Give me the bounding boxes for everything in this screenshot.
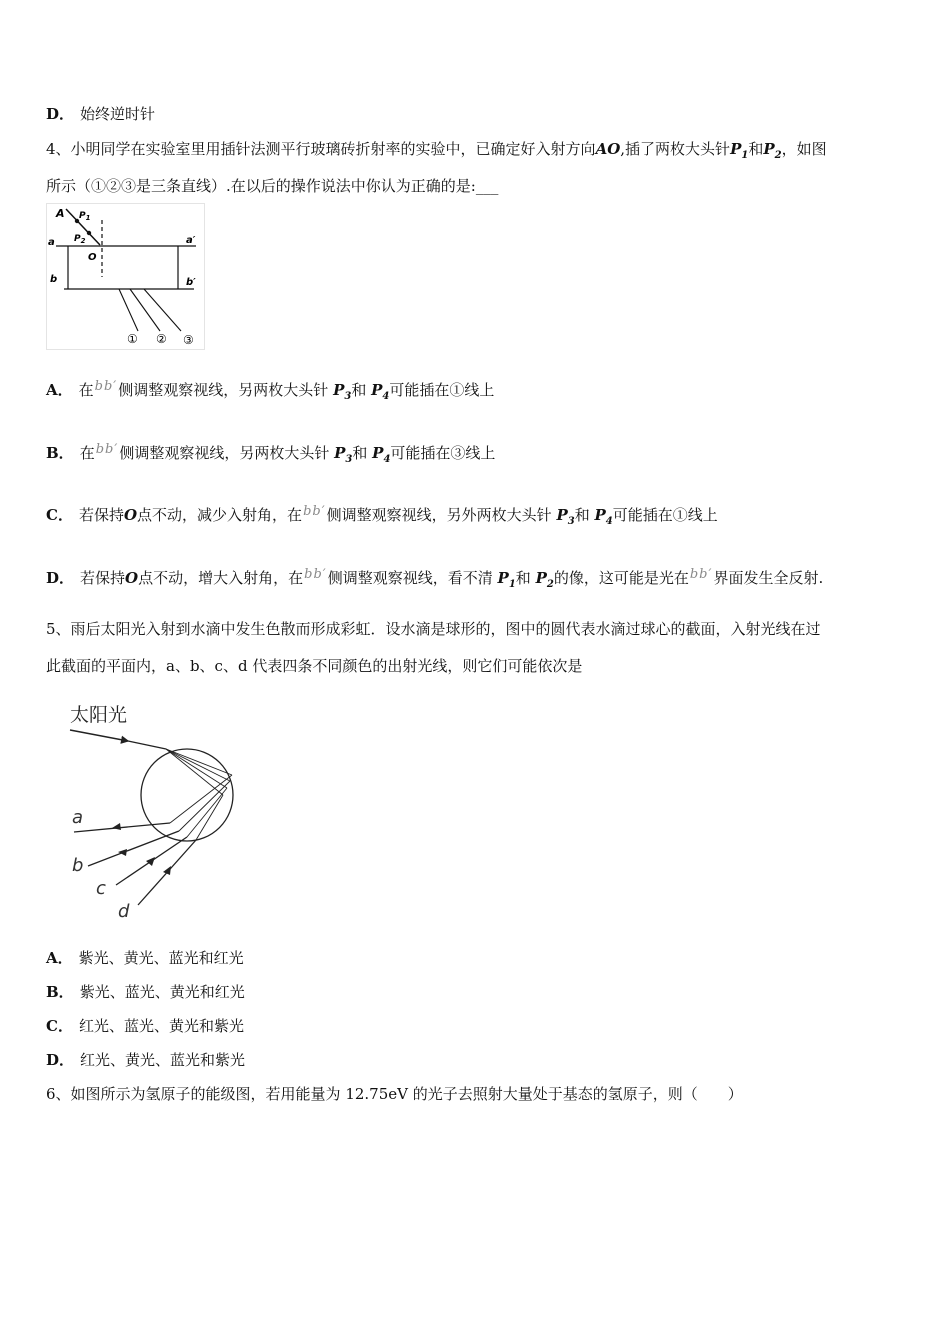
q4-text: 4、小明同学在实验室里用插针法测平行玻璃砖折射率的实验中，已确定好入射方向 — [46, 140, 596, 158]
var-p1: $P_1$ — [730, 140, 749, 161]
q4-text: 所示（①②③是三条直线）.在以后的操作说法中你认为正确的是:___ — [46, 177, 499, 195]
reflected-ray-3 — [187, 788, 227, 837]
arrow-b — [118, 849, 127, 856]
option-label: C． — [46, 1017, 73, 1035]
option-label: B． — [46, 983, 74, 1001]
label-a: a — [48, 237, 55, 248]
option-text: 紫光、黄光、蓝光和红光 — [78, 949, 244, 967]
label-ray-a: a — [72, 807, 84, 828]
label-o: O — [88, 252, 97, 263]
q5-text: 此截面的平面内，a、b、c、d 代表四条不同颜色的出射光线，则它们可能依次是 — [46, 657, 583, 675]
q5-option-a — [46, 947, 244, 968]
bb-prime-symbol: bb′ — [689, 567, 713, 582]
q5-option-d — [46, 1049, 245, 1070]
arrow-d — [163, 866, 171, 875]
var-p2: $P_2$ — [763, 140, 782, 161]
sunlight-label: 太阳光 — [70, 704, 128, 726]
internal-ray-2 — [166, 749, 230, 781]
label-ray-d: d — [118, 901, 130, 922]
q5-stem-line2 — [46, 655, 582, 676]
option-label: D． — [46, 569, 75, 587]
line-3 — [144, 289, 181, 331]
label-line-1: ① — [127, 332, 138, 346]
label-ray-c: c — [96, 878, 106, 899]
q5-stem-line1 — [46, 618, 821, 639]
line-2 — [130, 289, 160, 331]
q4-option-b: B． 在bb′侧调整观察视线，另两枚大头针 $P_3$和 $P_4$可能插在③线上 — [46, 442, 496, 465]
glass-slab-figure — [46, 203, 206, 355]
internal-ray-1 — [166, 749, 232, 775]
label-p2: $P_2$ — [74, 234, 86, 245]
option-label: A． — [46, 949, 73, 967]
figure-border — [47, 204, 205, 350]
reflected-ray-4 — [196, 795, 223, 840]
option-text: 紫光、蓝光、黄光和红光 — [79, 983, 245, 1001]
q4-text: 和 — [748, 140, 764, 158]
q4-option-c: C． 若保持O点不动，减少入射角，在bb′侧调整观察视线，另外两枚大头针 $P_3$和 $P_4$可能插在①线上 — [46, 504, 718, 527]
bb-prime-symbol: bb′ — [94, 379, 118, 394]
label-line-2: ② — [156, 332, 167, 346]
exit-ray-a — [74, 823, 170, 832]
bb-prime-symbol: bb′ — [95, 442, 119, 457]
incident-light-2 — [128, 741, 166, 749]
raindrop-figure — [62, 695, 262, 929]
option-text: 始终逆时针 — [80, 105, 156, 123]
pin-p2 — [87, 231, 91, 235]
option-label: C． — [46, 506, 73, 524]
q4-stem-line2 — [46, 175, 498, 196]
q4-option-d: D． 若保持O点不动，增大入射角，在bb′侧调整观察视线，看不清 $P_1$和 $P_2$的像，这可能是光在bb′界面发生全反射. — [46, 567, 824, 590]
q6-text: 6、如图所示为氢原子的能级图，若用能量为 12.75eV 的光子去照射大量处于基态的氢原子，则（ ） — [46, 1085, 743, 1103]
q4-text: ，如图 — [781, 140, 827, 158]
label-b-prime: b′ — [186, 277, 196, 288]
label-line-3: ③ — [183, 333, 194, 347]
option-text: 红光、蓝光、黄光和紫光 — [78, 1017, 244, 1035]
q4-option-a: A． 在bb′侧调整观察视线，另两枚大头针 $P_3$和 $P_4$可能插在①线上 — [46, 379, 495, 402]
bb-prime-symbol: bb′ — [303, 504, 326, 519]
q5-text: 5、雨后太阳光入射到水滴中发生色散而形成彩虹．设水滴是球形的，图中的圆代表水滴过球心的截面，入射光线在过 — [46, 620, 821, 638]
q5-option-c — [46, 1015, 244, 1036]
reflected-ray-1 — [170, 775, 232, 823]
q6-stem — [46, 1083, 743, 1104]
option-text: 红光、黄光、蓝光和紫光 — [80, 1051, 246, 1069]
q5-option-b — [46, 981, 245, 1002]
label-ray-b: b — [72, 855, 84, 876]
label-a-point: A — [56, 207, 65, 220]
q4-text: ,插了两枚大头针 — [620, 140, 731, 158]
q3-option-d — [46, 103, 155, 124]
label-a-prime: a′ — [186, 235, 196, 246]
bb-prime-symbol: bb′ — [304, 567, 327, 582]
arrow-c — [146, 857, 155, 866]
incident-light — [70, 730, 128, 741]
option-label: B． — [46, 444, 74, 462]
option-label: A． — [46, 381, 73, 399]
exit-ray-b — [88, 831, 179, 866]
option-label: D． — [46, 105, 75, 123]
var-ao: AO — [595, 140, 621, 158]
label-p1: $P_1$ — [79, 211, 91, 222]
option-label: D． — [46, 1051, 75, 1069]
internal-ray-3 — [166, 749, 227, 788]
label-b: b — [50, 274, 58, 285]
q4-stem-line1 — [46, 138, 827, 161]
